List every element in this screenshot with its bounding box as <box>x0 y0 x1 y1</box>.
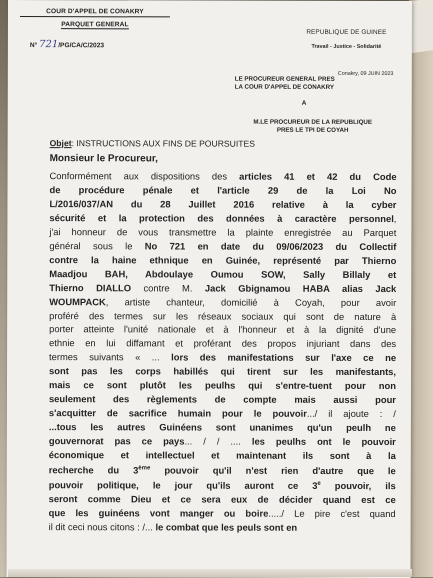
body-line <box>50 169 397 184</box>
body-line <box>49 225 396 240</box>
body-line <box>49 309 396 324</box>
background-edge <box>409 0 433 577</box>
body-line <box>49 323 396 338</box>
body-bold-run: Jack Gbignamou HABA alias Jack <box>204 282 397 294</box>
body-bold-run: articles 41 et 42 du Code <box>239 170 397 183</box>
court-name: COUR D'APPEL DE CONAKRY <box>20 8 170 17</box>
body-line <box>49 295 396 310</box>
ref-handwritten-number: 721 <box>39 39 59 51</box>
body-text-run: proféré des termes sur les réseaux sociaux qui sont de nature à <box>49 309 397 322</box>
body-bold-run: gouvernorat pas ce pays <box>48 435 185 447</box>
header-right <box>284 29 409 50</box>
body-line <box>49 281 396 296</box>
reference-number <box>30 39 104 50</box>
body-bold-run: économique et intellectuel et maintenant ils sont à la <box>48 449 396 462</box>
salutation: Monsieur le Procureur, <box>49 153 158 165</box>
body-bold-run: pouvoir qu'il n'est rien d'autre que le <box>150 464 396 477</box>
body-line <box>49 350 396 365</box>
ref-prefix: N° <box>29 42 38 50</box>
ref-suffix: /PG/CA/C/2023 <box>58 42 105 50</box>
body-bold-run: ...tous les autres Guinéens sont unanimes qu'un peulh ne <box>48 421 396 434</box>
body-line <box>49 406 396 421</box>
body-line <box>49 506 396 521</box>
office-name-wrap <box>20 21 170 28</box>
body-bold-run: L/2016/037/AN du 28 Juillet 2016 relative à la cyber <box>49 198 397 210</box>
letter-date: Conakry, 09 JUIN 2023 <box>337 70 394 78</box>
body-bold-run: Thierno DIALLO <box>49 281 132 293</box>
office-name: PARQUET GENERAL <box>61 21 129 29</box>
body-text-run: général sous le <box>49 239 145 252</box>
body-bold-run: lors des manifestations sur l'axe ce ne <box>171 351 397 364</box>
body-text-run: il dit ceci nous citons : /... <box>48 521 156 533</box>
body-superscript: e <box>317 480 321 487</box>
recipient-block <box>238 119 388 135</box>
body-line <box>49 520 396 535</box>
letter-body <box>49 169 397 535</box>
body-text-run: porter atteinte l'unité nationale et à l'honneur et à la dignité d'une <box>49 323 397 336</box>
header-left <box>20 8 170 28</box>
sender-block <box>235 76 335 92</box>
body-line <box>49 434 396 449</box>
body-text-run: , <box>393 212 397 224</box>
body-line <box>49 462 396 478</box>
body-bold-run: sont pas les corps habillés qui tirent sur les manifestants, <box>49 365 397 378</box>
body-bold-run: No 721 en date du 09/06/2023 du Collectif <box>144 240 397 252</box>
sender-line-1: LE PROCUREUR GENERAL PRES <box>234 75 335 83</box>
body-text-run: .../ il ajoute : / <box>306 407 396 420</box>
body-line <box>49 183 396 198</box>
body-bold-run: le combat que les peuls sont en <box>155 521 298 533</box>
body-line <box>49 378 396 393</box>
body-line <box>49 239 396 254</box>
body-text-run: , artiste chanteur, domicilié à Coyah, pour avoir <box>105 295 397 308</box>
subject-label: Objet <box>49 138 72 149</box>
body-bold-run: de procédure pénale et l'article 29 de la Loi No <box>49 184 397 196</box>
body-line <box>49 267 396 282</box>
body-bold-run: s'acquitter de sacrifice humain pour le pouvoir <box>48 407 307 419</box>
body-line <box>49 392 396 407</box>
body-line <box>49 211 396 226</box>
body-bold-run: pouvoir politique, le jour qu'ils auront ce 3 <box>48 479 318 492</box>
body-line <box>49 492 396 507</box>
body-bold-run: contre la haine ethnique en Guinée, représenté par Thierno <box>49 253 397 266</box>
body-text-run: termes suivants « ... <box>49 351 172 363</box>
sender-line-2: LA COUR D'APPEL DE CONAKRY <box>234 83 335 91</box>
body-text-run: Conformément aux dispositions des <box>49 170 240 182</box>
body-superscript: ème <box>138 465 151 472</box>
body-bold-run: seulement des règlements de compte mais aussi pour <box>48 393 396 406</box>
to-marker: A <box>301 99 307 107</box>
body-bold-run: sécurité et la protection des données à caractère personnel <box>49 211 394 224</box>
recipient-line-2: PRES LE TPI DE COYAH <box>276 126 349 134</box>
body-line <box>49 197 396 212</box>
body-bold-run: les peulhs ont le pouvoir <box>251 435 396 448</box>
body-bold-run: Maadjou BAH, Abdoulaye Oumou SOW, Sally Billaly et <box>49 267 397 280</box>
body-text-run: ethnie en lui diffamant et proférant des propos injuriant dans des <box>49 337 397 350</box>
body-bold-run: mais ce sont plutôt les peulhs qui s'entre-tuent pour non <box>48 379 397 392</box>
body-line <box>49 253 396 268</box>
republic-name: REPUBLIQUE DE GUINEE <box>306 28 387 36</box>
recipient-line-1: M.LE PROCUREUR DE LA REPUBLIQUE <box>253 118 373 126</box>
letter-page <box>6 0 412 578</box>
body-line <box>49 477 396 493</box>
subject-line <box>50 138 255 149</box>
body-text-run: ...../ Le pire c'est quand <box>268 507 396 520</box>
subject-text: : INSTRUCTIONS AUX FINS DE POURSUITES <box>71 138 255 149</box>
body-bold-run: que les guinéens vont manger ou boire <box>48 507 269 519</box>
body-text-run: contre M. <box>130 281 205 294</box>
body-bold-run: recherche du 3 <box>48 464 139 476</box>
body-line <box>49 337 396 352</box>
body-line <box>49 420 396 435</box>
body-bold-run: WOUMPACK <box>49 295 106 307</box>
body-text-run: j'ai honneur de vous transmettre la plainte enregistrée au Parquet <box>49 225 397 238</box>
page-bottom-edge <box>8 569 412 577</box>
body-line <box>49 448 396 463</box>
body-text-run: ... / / .... <box>184 435 252 447</box>
national-motto: Travail - Justice - Solidarité <box>311 43 382 50</box>
body-bold-run: pouvoir, ils <box>320 480 396 492</box>
body-line <box>49 364 396 379</box>
body-bold-run: seront comme Dieu et ce sera eux de décider quand est ce <box>48 493 396 506</box>
